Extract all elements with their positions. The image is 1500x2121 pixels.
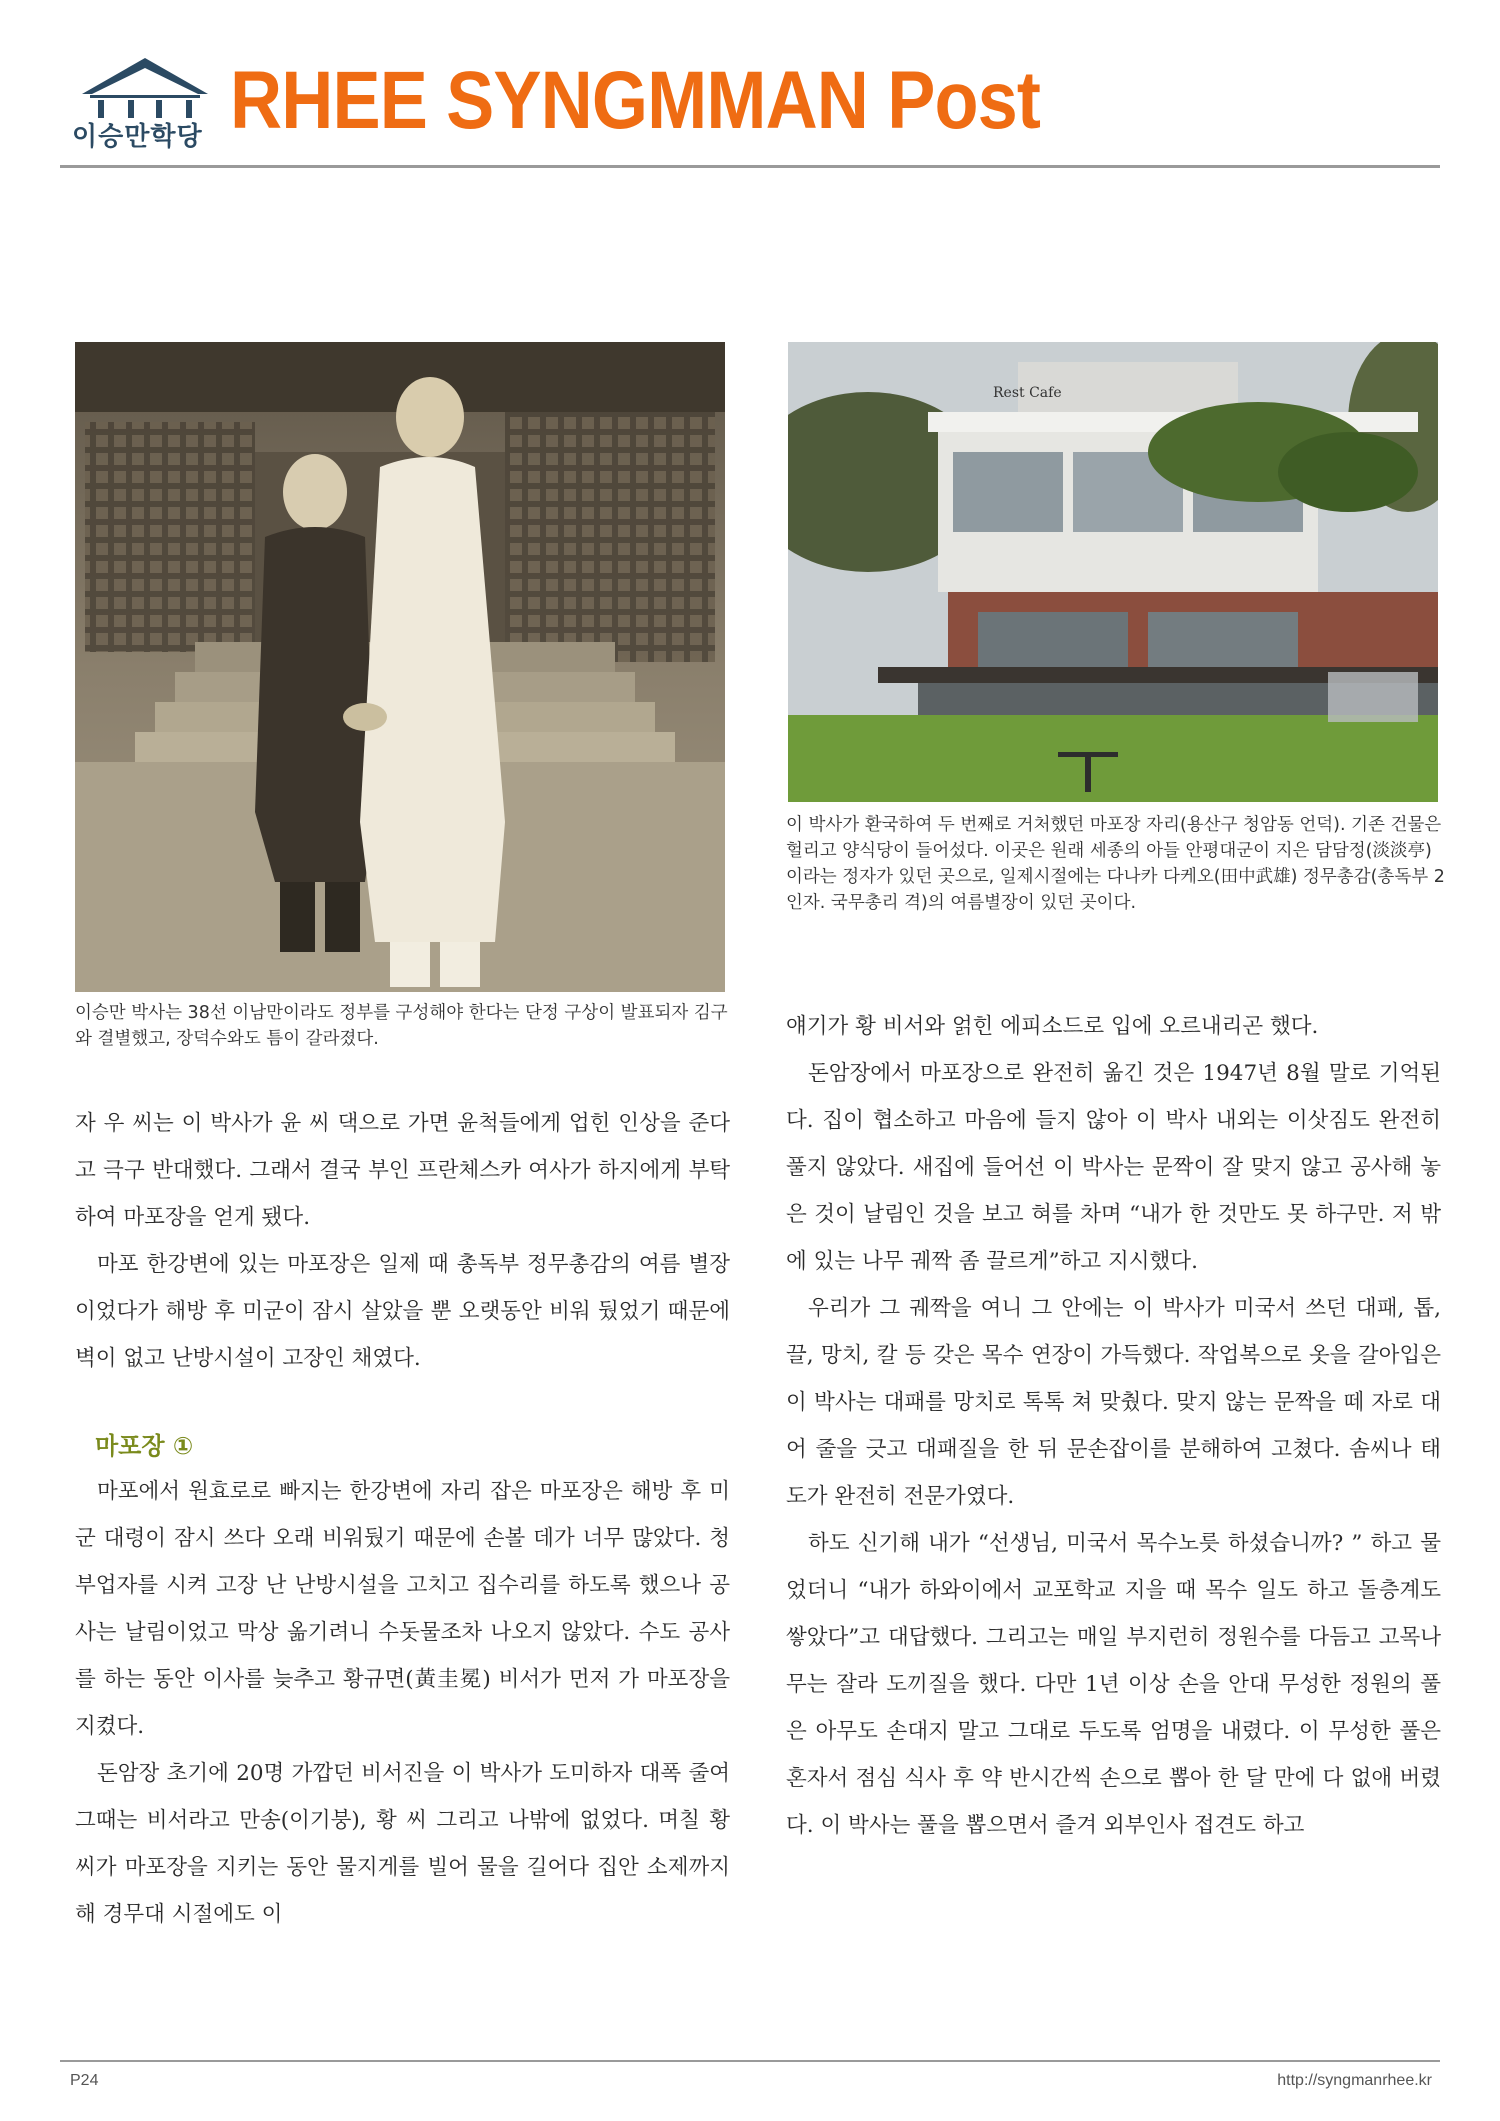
right-text-column <box>786 1003 1441 1849</box>
left-text-column <box>75 1100 730 1938</box>
paragraph: 하도 신기해 내가 “선생님, 미국서 목수노릇 하셨습니까? ” 하고 물었더니 “내가 하와이에서 교포학교 지을 때 목수 일도 하고 돌층계도 쌓았다”고 대답했다. 그리고는 매일 부지런히 정원수를 다듬고 고목나무는 잘라 도끼질을 했다. 다만 1년 이상 손을 안대 무성한 정원의 풀은 아무도 손대지 말고 그대로 두도록 엄명을 내렸다. 이 무성한 풀은 혼자서 점심 식사 후 약 반시간씩 손으로 뽑아 한 달 만에 다 없애 버렸다. 이 박사는 풀을 뽑으면서 즐겨 외부인사 접견도 하고 <box>786 1531 1441 1838</box>
paragraph: 돈암장 초기에 20명 가깝던 비서진을 이 박사가 도미하자 대폭 줄여 그때는 비서라고 만송(이기붕), 황 씨 그리고 나밖에 없었다. 며칠 황 씨가 마포장을 지키는 동안 물지게를 빌어 물을 길어다 집안 소제까지 해 경무대 시절에도 이 <box>75 1761 730 1927</box>
header-divider <box>60 165 1440 168</box>
logo-text: 이승만학당 <box>72 122 203 152</box>
right-photo-caption: 이 박사가 환국하여 두 번째로 거처했던 마포장 자리(용산구 청암동 언덕). 기존 건물은 헐리고 양식당이 들어섰다. 이곳은 원래 세종의 아들 안평대군이 지은 담담정(淡淡亭)이라는 정자가 있던 곳으로, 일제시절에는 다나카 다케오(田中武雄) 정무총감(총독부 2인자. 국무총리 격)의 여름별장이 있던 곳이다. <box>786 815 1445 913</box>
paragraph: 돈암장에서 마포장으로 완전히 옮긴 것은 1947년 8월 말로 기억된다. 집이 협소하고 마음에 들지 않아 이 박사 내외는 이삿짐도 완전히 풀지 않았다. 새집에 들어선 이 박사는 문짝이 잘 맞지 않고 공사해 놓은 것이 날림인 것을 보고 혀를 차며 “내가 한 것만도 못 하구만. 저 밖에 있는 나무 궤짝 좀 끌르게”하고 지시했다. <box>786 1061 1441 1274</box>
paragraph: 얘기가 황 비서와 얽힌 에피소드로 입에 오르내리곤 했다. <box>786 1014 1319 1039</box>
paragraph: 자 우 씨는 이 박사가 윤 씨 댁으로 가면 윤척들에게 업힌 인상을 준다고 극구 반대했다. 그래서 결국 부인 프란체스카 여사가 하지에게 부탁하여 마포장을 얻게 됐다. <box>75 1111 730 1230</box>
page-header <box>60 40 1440 170</box>
paragraph: 우리가 그 궤짝을 여니 그 안에는 이 박사가 미국서 쓰던 대패, 톱, 끌, 망치, 칼 등 갖은 목수 연장이 가득했다. 작업복으로 옷을 갈아입은 이 박사는 대패를 망치로 톡톡 쳐 맞췄다. 맞지 않는 문짝을 떼 자로 대어 줄을 긋고 대패질을 한 뒤 문손잡이를 분해하여 고쳤다. 솜씨나 태도가 완전히 전문가였다. <box>786 1296 1441 1509</box>
page-number: P24 <box>70 2072 99 2089</box>
historic-photo <box>75 342 725 992</box>
section-heading: 마포장 ① <box>95 1432 194 1460</box>
masthead-title: RHEE SYNGMMAN Post <box>230 55 1041 146</box>
paragraph: 마포 한강변에 있는 마포장은 일제 때 총독부 정무총감의 여름 별장이었다가 해방 후 미군이 잠시 살았을 뿐 오랫동안 비워 뒀었기 때문에 벽이 없고 난방시설이 고장인 채였다. <box>75 1252 730 1371</box>
paragraph: 마포에서 원효로로 빠지는 한강변에 자리 잡은 마포장은 해방 후 미군 대령이 잠시 쓰다 오래 비워뒀기 때문에 손볼 데가 너무 많았다. 청부업자를 시켜 고장 난 난방시설을 고치고 집수리를 하도록 했으나 공사는 날림이었고 막상 옮기려니 수돗물조차 나오지 않았다. 수도 공사를 하는 동안 이사를 늦추고 황규면(黃圭冕) 비서가 먼저 가 마포장을 지켰다. <box>75 1479 730 1739</box>
website-url: http://syngmanrhee.kr <box>1277 2072 1432 2089</box>
footer-divider <box>60 2060 1440 2062</box>
mapojang-site-photo <box>788 342 1438 802</box>
left-photo-caption: 이승만 박사는 38선 이남만이라도 정부를 구성해야 한다는 단정 구상이 발표되자 김구와 결별했고, 장덕수와도 틈이 갈라졌다. <box>75 1003 728 1049</box>
building-sign: Rest Cafe <box>993 385 1062 401</box>
